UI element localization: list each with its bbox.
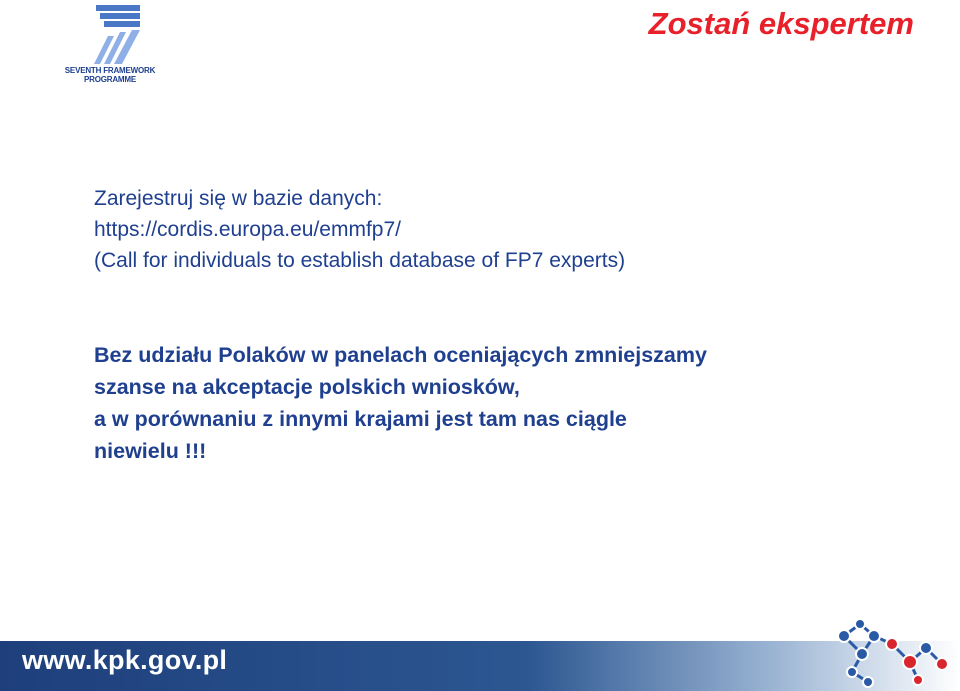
fp7-seven-icon xyxy=(62,2,158,66)
intro-line: Zarejestruj się w bazie danych: xyxy=(94,187,383,210)
body-line: szanse na akceptacje polskich wniosków, xyxy=(94,375,520,399)
body-line: niewielu !!! xyxy=(94,439,207,463)
page-title: Zostań ekspertem xyxy=(648,6,914,41)
body-line: a w porównaniu z innymi krajami jest tam nas ciągle xyxy=(94,407,627,431)
network-molecule-icon xyxy=(822,614,960,691)
logo-text-line1: SEVENTH FRAMEWORK xyxy=(64,66,156,75)
logo-text-line2: PROGRAMME xyxy=(84,75,136,84)
intro-line: (Call for individuals to establish database of FP7 experts) xyxy=(94,249,626,272)
body-line: Bez udziału Polaków w panelach oceniających zmniejszamy xyxy=(94,343,707,367)
body-paragraph xyxy=(94,339,894,467)
footer-bar xyxy=(0,641,960,691)
intro-block xyxy=(94,183,874,276)
registration-link[interactable]: https://cordis.europa.eu/emmfp7/ xyxy=(94,218,401,241)
website-link[interactable]: www.kpk.gov.pl xyxy=(22,645,228,675)
fp7-logo xyxy=(62,2,158,86)
